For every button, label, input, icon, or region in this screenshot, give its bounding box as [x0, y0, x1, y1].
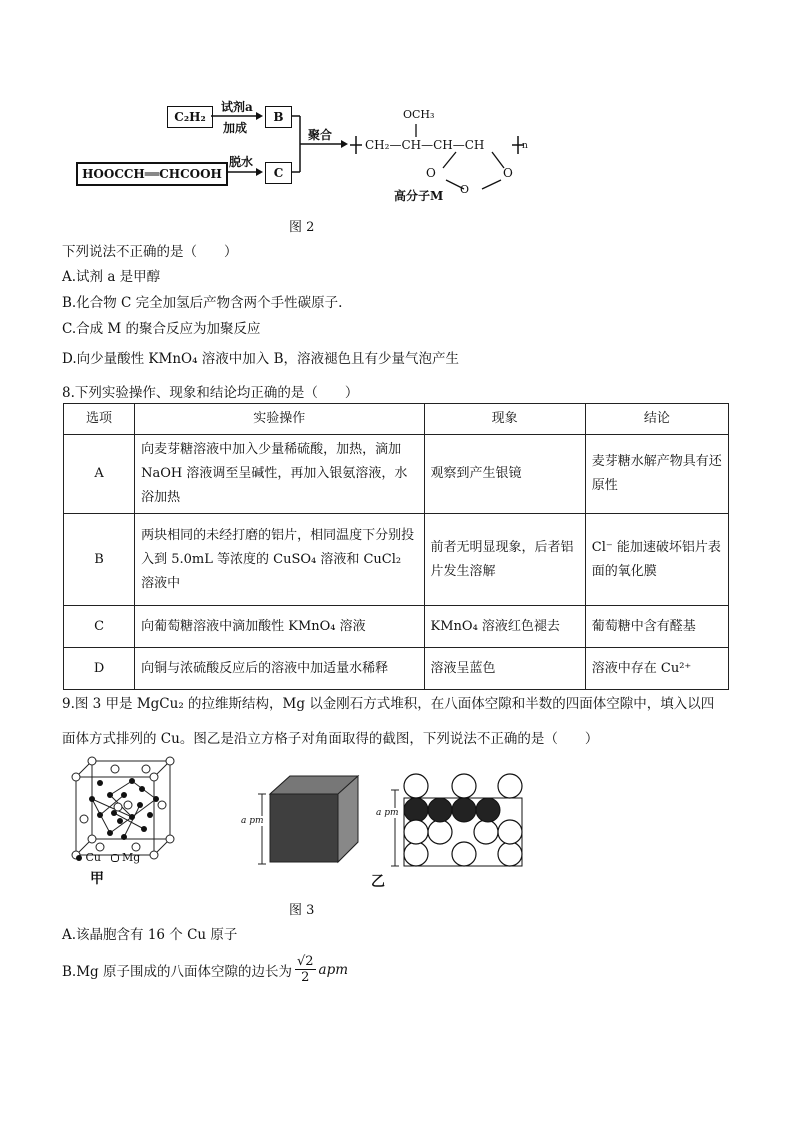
row-a-option: A: [64, 435, 135, 514]
reagent-a-label: 试剂a: [221, 100, 253, 114]
polymer-chain: CH₂—CH—CH—CH: [365, 138, 485, 152]
och3-label: OCH₃: [403, 108, 435, 121]
fraction-numerator: √2: [296, 954, 314, 969]
q9-option-b-prefix: B.Mg 原子围成的八面体空隙的边长为: [62, 963, 292, 980]
apm-right-label: a pm: [376, 808, 399, 818]
diacid-box: HOOCCH══CHCOOH: [76, 162, 228, 186]
row-d-operation: 向铜与浓硫酸反应后的溶液中加适量水稀释: [135, 648, 424, 690]
header-option: 选项: [64, 404, 135, 435]
label-yi: 乙: [371, 874, 385, 890]
legend-cu: Cu: [85, 851, 102, 864]
ring-oxygen: O: [460, 183, 470, 196]
fig2-caption: 图 2: [289, 220, 315, 235]
q9-option-b-suffix: apm: [318, 961, 349, 978]
table-row: [64, 435, 729, 514]
q9-option-b: [62, 954, 348, 985]
row-a-conclusion: 麦芽糖水解产物具有还原性: [585, 435, 728, 514]
row-a-phenomenon: 观察到产生银镜: [424, 435, 585, 514]
apm-left-label: a pm: [241, 816, 264, 826]
label-jia: 甲: [90, 871, 104, 887]
row-b-operation: 两块相同的未经打磨的铝片，相同温度下分别投入到 5.0mL 等浓度的 CuSO₄ 溶液和 CuCl₂ 溶液中: [135, 514, 424, 606]
row-c-phenomenon: KMnO₄ 溶液红色褪去: [424, 606, 585, 648]
table-header-row: [64, 404, 729, 435]
box-c: C: [265, 162, 292, 184]
row-c-operation: 向葡萄糖溶液中滴加酸性 KMnO₄ 溶液: [135, 606, 424, 648]
mg-legend-icon: [111, 854, 119, 862]
c2h2-box: C₂H₂: [167, 106, 213, 128]
table-row: [64, 514, 729, 606]
q9-option-a: A.该晶胞含有 16 个 Cu 原子: [62, 927, 238, 943]
addition-label: 加成: [223, 121, 248, 135]
carbonyl-o-right: O: [503, 166, 513, 180]
q7-option-b: B.化合物 C 完全加氢后产物含两个手性碳原子.: [62, 295, 343, 311]
header-phenomenon: 现象: [424, 404, 585, 435]
carbonyl-o-left: O: [426, 166, 436, 180]
fraction-denominator: 2: [301, 970, 310, 985]
row-c-conclusion: 葡萄糖中含有醛基: [585, 606, 728, 648]
q7-option-d: D.向少量酸性 KMnO₄ 溶液中加入 B，溶液褪色且有少量气泡产生: [62, 351, 460, 367]
fraction: [295, 954, 316, 985]
row-d-option: D: [64, 648, 135, 690]
row-b-conclusion: Cl⁻ 能加速破坏铝片表面的氧化膜: [585, 514, 728, 606]
q7-option-a: A.试剂 a 是甲醇: [62, 269, 161, 285]
table-row: [64, 606, 729, 648]
crystal-cell-figure: [70, 755, 180, 865]
legend: [76, 851, 140, 864]
legend-mg: Mg: [122, 851, 141, 864]
header-operation: 实验操作: [135, 404, 424, 435]
header-conclusion: 结论: [585, 404, 728, 435]
row-b-option: B: [64, 514, 135, 606]
q7-option-c: C.合成 M 的聚合反应为加聚反应: [62, 321, 261, 337]
fig3-caption: 图 3: [289, 903, 315, 918]
box-b: B: [265, 106, 292, 128]
q8-table: [63, 403, 729, 690]
diagonal-section-figure: [376, 770, 531, 870]
polymer-n: n: [522, 141, 528, 151]
row-a-operation: 向麦芽糖溶液中加入少量稀硫酸，加热，滴加 NaOH 溶液调至呈碱性，再加入银氨溶液，水浴加热: [135, 435, 424, 514]
cu-legend-icon: [76, 855, 82, 861]
q7-stem: 下列说法不正确的是（ ）: [62, 244, 238, 260]
dehydrate-label: 脱水: [229, 155, 254, 169]
row-d-conclusion: 溶液中存在 Cu²⁺: [585, 648, 728, 690]
polymerize-label: 聚合: [308, 128, 333, 142]
q9-stem-line2: 面体方式排列的 Cu。图乙是沿立方格子对角面取得的截图，下列说法不正确的是（ ）: [62, 731, 599, 747]
polymer-m-label: 高分子M: [394, 189, 444, 203]
q9-stem-line1: 9.图 3 甲是 MgCu₂ 的拉维斯结构，Mg 以金刚石方式堆积，在八面体空隙和半数的四面体空隙中，填入以四: [62, 696, 715, 712]
row-b-phenomenon: 前者无明显现象，后者铝片发生溶解: [424, 514, 585, 606]
q8-stem: 8.下列实验操作、现象和结论均正确的是（ ）: [62, 385, 359, 401]
scheme-arrows: [60, 90, 560, 210]
row-c-option: C: [64, 606, 135, 648]
row-d-phenomenon: 溶液呈蓝色: [424, 648, 585, 690]
table-row: [64, 648, 729, 690]
